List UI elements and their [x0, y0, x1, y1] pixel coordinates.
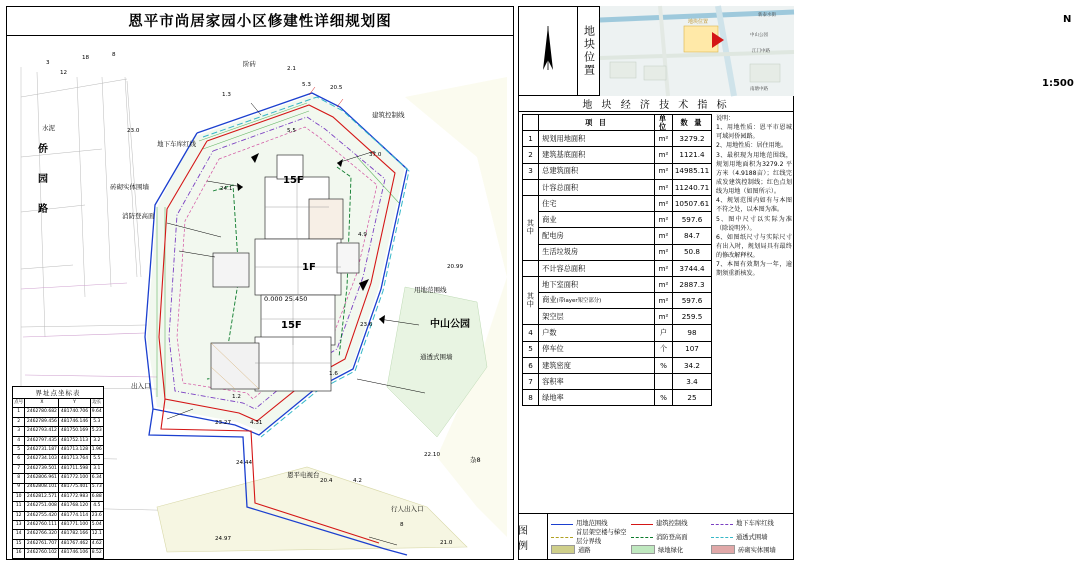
row-unit: m² — [655, 228, 673, 244]
row-unit: m² — [655, 212, 673, 228]
table-row — [523, 179, 712, 195]
note-item: 1、用地性质：恩平市恩城可域河侨园路。 — [716, 124, 792, 141]
coord-cell: 3 — [13, 427, 25, 436]
table-row — [523, 260, 712, 276]
coord-cell: 481713.128 — [59, 445, 90, 454]
dimension-label: 20.99 — [447, 264, 464, 270]
table-row — [523, 293, 712, 309]
coord-row — [13, 530, 104, 539]
coord-cell: 2462797.435 — [25, 436, 59, 445]
coord-row — [13, 455, 104, 464]
map-label: 地下车库红线 — [157, 140, 196, 148]
row-value: 2887.3 — [673, 276, 712, 292]
coord-cell: 13 — [13, 521, 25, 530]
row-index: 4 — [523, 325, 539, 341]
coord-cell: 481752.113 — [59, 436, 90, 445]
coord-cell: 2462734.103 — [25, 455, 59, 464]
coord-col-header: X — [25, 399, 59, 408]
legend-swatch — [631, 537, 653, 538]
row-name: 建筑基底面积 — [539, 147, 655, 163]
coord-cell: 6.34 — [90, 474, 103, 483]
notes-block — [716, 114, 792, 279]
row-name: 建筑密度 — [539, 357, 655, 373]
note-item: 2、用地性质：居住用地。 — [716, 142, 787, 150]
row-unit: m² — [655, 195, 673, 211]
row-name: 户数 — [539, 325, 655, 341]
coord-row — [13, 417, 104, 426]
coord-cell: 481746.146 — [59, 417, 90, 426]
coord-row — [13, 511, 104, 520]
row-unit: m² — [655, 163, 673, 179]
row-name: 总建筑面积 — [539, 163, 655, 179]
row-index: 3 — [523, 163, 539, 179]
coord-cell: 2462812.571 — [25, 492, 59, 501]
note-item: 5、图中尺寸以实际为准（除说明外）。 — [716, 215, 792, 232]
map-label: 砖砌实体围墙 — [110, 183, 149, 191]
row-value: 107 — [673, 341, 712, 357]
dimension-label: 5.3 — [302, 82, 311, 88]
dimension-label: 20.4 — [320, 478, 333, 484]
north-arrow-icon — [518, 6, 578, 96]
coord-row — [13, 445, 104, 454]
coord-cell: 15 — [13, 539, 25, 548]
economic-indicators-table — [522, 114, 712, 504]
coord-cell: 2462766.320 — [25, 530, 59, 539]
table-row — [523, 374, 712, 390]
row-unit: m² — [655, 276, 673, 292]
col-item: 项 目 — [539, 115, 655, 131]
coord-cell: 12 — [13, 511, 25, 520]
coord-cell: 2462760.102 — [25, 549, 59, 558]
legend-item — [711, 545, 791, 554]
table-row — [523, 341, 712, 357]
note-item: 7、本图有效期为一年，逾期须重新核发。 — [716, 261, 792, 278]
row-value: 3744.4 — [673, 260, 712, 276]
svg-text:中山公园: 中山公园 — [750, 33, 768, 38]
north-letter: N — [1063, 14, 1072, 25]
row-value: 597.6 — [673, 293, 712, 309]
coord-cell: 6 — [13, 455, 25, 464]
row-name: 生活垃圾房 — [539, 244, 655, 260]
legend-label-text: 首层架空楼与梯空层分界线 — [576, 529, 627, 545]
coord-cell: 2462760.111 — [25, 521, 59, 530]
legend-item — [551, 518, 631, 527]
row-value: 98 — [673, 325, 712, 341]
dimension-label: 18 — [82, 55, 90, 61]
row-unit: m² — [655, 147, 673, 163]
row-unit: 个 — [655, 341, 673, 357]
row-index: 6 — [523, 357, 539, 373]
map-label: 建筑控制线 — [372, 111, 405, 119]
dimension-label: 24.1 — [220, 186, 233, 192]
row-name: 商业(带layer架空部分) — [539, 293, 655, 309]
map-label: 恩平电视台 — [287, 471, 320, 479]
svg-text:地块位置: 地块位置 — [688, 19, 709, 25]
coord-cell: 481775.401 — [59, 483, 90, 492]
row-index: 2 — [523, 147, 539, 163]
coord-cell: 2462806.961 — [25, 474, 59, 483]
row-unit: m² — [655, 131, 673, 147]
dimension-label: 8 — [400, 522, 404, 528]
row-unit: m² — [655, 293, 673, 309]
coord-row — [13, 492, 104, 501]
coord-cell: 1.96 — [90, 445, 103, 454]
coord-cell: 8.52 — [90, 549, 103, 558]
coord-cell: 2462789.456 — [25, 417, 59, 426]
row-index: 8 — [523, 390, 539, 406]
coord-cell: 481746.106 — [59, 549, 90, 558]
legend-row — [551, 518, 791, 527]
coord-cell: 8 — [13, 474, 25, 483]
legend-swatch — [631, 524, 653, 525]
row-value: 50.8 — [673, 244, 712, 260]
coord-cell: 11 — [13, 502, 25, 511]
table-row — [523, 228, 712, 244]
row-unit: m² — [655, 260, 673, 276]
legend-item — [711, 518, 791, 527]
coord-col-header: Y — [59, 399, 90, 408]
map-label: 杂8 — [470, 456, 481, 464]
coord-cell: 481711.598 — [59, 464, 90, 473]
row-value: 1121.4 — [673, 147, 712, 163]
legend-swatch — [631, 545, 655, 554]
coord-cell: 2462780.682 — [25, 408, 59, 417]
coord-col-header: 边长 — [90, 399, 103, 408]
legend-label-text: 消防登高面 — [656, 533, 688, 541]
legend-item — [631, 518, 711, 527]
row-name: 商业 — [539, 212, 655, 228]
table-row — [523, 212, 712, 228]
row-index: 5 — [523, 341, 539, 357]
dimension-label: 1.6 — [329, 371, 338, 377]
coord-cell: 16 — [13, 549, 25, 558]
map-label: 侨 — [38, 144, 48, 155]
coord-cell: 481750.169 — [59, 427, 90, 436]
notes-title: 说明： — [716, 115, 735, 122]
row-name: 停车位 — [539, 341, 655, 357]
coord-cell: 14 — [13, 530, 25, 539]
coord-row — [13, 436, 104, 445]
row-name: 配电房 — [539, 228, 655, 244]
location-panel-label: 地块位置 — [578, 6, 600, 96]
legend-label-text: 地下车库红线 — [736, 520, 774, 527]
table-row — [523, 147, 712, 163]
note-item: 4、规划范围内如有与本图不符之处，以本图为准。 — [716, 197, 792, 214]
legend-label-text: 绿地绿化 — [658, 547, 684, 554]
coord-cell: 7 — [13, 464, 25, 473]
coord-cell: 481713.764 — [59, 455, 90, 464]
dimension-label: 37.0 — [369, 152, 382, 158]
legend-item — [631, 545, 711, 554]
coord-cell: 1 — [13, 408, 25, 417]
map-label: 0.000 25.450 — [264, 295, 308, 303]
coord-row — [13, 521, 104, 530]
dimension-label: 1.3 — [222, 92, 231, 98]
dimension-label: 21.0 — [440, 540, 453, 546]
row-index: 1 — [523, 131, 539, 147]
row-index — [523, 260, 539, 276]
coord-cell: 12.1 — [90, 530, 103, 539]
map-label: 路 — [38, 204, 48, 215]
dimension-label: 4.2 — [353, 478, 362, 484]
dimension-label: 24.97 — [215, 536, 232, 542]
dimension-label: 4.31 — [250, 420, 263, 426]
legend-swatch — [711, 537, 733, 538]
row-unit: % — [655, 390, 673, 406]
coord-cell: 481772.100 — [59, 474, 90, 483]
row-name: 容积率 — [539, 374, 655, 390]
dimension-label: 5.5 — [287, 128, 296, 134]
coord-cell: 481771.100 — [59, 521, 90, 530]
map-label: 中山公园 — [430, 319, 470, 330]
map-label: 行人出入口 — [391, 505, 424, 513]
legend-label-text: 用地范围线 — [576, 520, 608, 527]
row-value: 259.5 — [673, 309, 712, 325]
row-value: 14985.11 — [673, 163, 712, 179]
legend-swatch — [551, 524, 573, 525]
row-value: 10507.61 — [673, 195, 712, 211]
coord-cell: 4.62 — [90, 539, 103, 548]
coord-cell: 5.23 — [90, 427, 103, 436]
coordinate-table-caption: 界址点坐标表 — [12, 386, 104, 398]
coord-col-header: 点号 — [13, 399, 25, 408]
table-row: 其中 住宅 m² 10507.61 — [523, 195, 712, 211]
coord-cell: 9 — [13, 483, 25, 492]
coord-cell: 2462739.501 — [25, 464, 59, 473]
coord-row — [13, 549, 104, 558]
coord-cell: 5.5 — [90, 455, 103, 464]
dimension-label: 2.1 — [287, 66, 296, 72]
coord-cell: 9.64 — [90, 408, 103, 417]
note-item: 3、最积现为用地范围线，规划用地面积为3279.2 平方米（4.9188亩）；红线完成发建筑控制线；红色点划线为用地（如图所示）。 — [716, 151, 792, 196]
table-row — [523, 163, 712, 179]
dimension-label: 24.44 — [236, 460, 253, 466]
map-label: 水泥 — [42, 124, 55, 132]
coord-row — [13, 464, 104, 473]
row-name: 绿地率 — [539, 390, 655, 406]
location-key-map — [600, 6, 794, 96]
dimension-label: 3 — [46, 60, 50, 66]
table-row — [523, 309, 712, 325]
coord-cell: 481774.114 — [59, 511, 90, 520]
coord-cell: 2462793.412 — [25, 427, 59, 436]
coord-cell: 2462751.008 — [25, 502, 59, 511]
row-value: 11240.71 — [673, 179, 712, 195]
map-label: 用地范围线 — [414, 286, 447, 294]
row-name: 住宅 — [539, 195, 655, 211]
row-name: 地下室面积 — [539, 276, 655, 292]
table-row — [523, 244, 712, 260]
legend-label-text: 通透式围墙 — [736, 533, 768, 541]
legend-label-text: 砖砌实体围墙 — [738, 547, 776, 554]
row-unit: m² — [655, 179, 673, 195]
legend-item — [631, 527, 711, 545]
map-label: 1F — [302, 262, 316, 273]
legend-label-text: 道路 — [578, 547, 591, 554]
row-name: 架空层 — [539, 309, 655, 325]
coord-cell: 2 — [13, 417, 25, 426]
legend-swatch — [551, 545, 575, 554]
table-row — [523, 325, 712, 341]
row-value: 597.6 — [673, 212, 712, 228]
svg-text:南塘中路: 南塘中路 — [750, 87, 768, 92]
row-name: 规划用地面积 — [539, 131, 655, 147]
col-unit: 单位 — [655, 115, 673, 131]
map-label: 通透式围墙 — [420, 353, 453, 361]
coord-cell: 5 — [13, 445, 25, 454]
table-row — [523, 390, 712, 406]
map-label: 15F — [281, 320, 302, 331]
legend-row — [551, 545, 791, 554]
row-unit: m² — [655, 244, 673, 260]
coord-cell: 481772.983 — [59, 492, 90, 501]
coord-cell: 4.5 — [90, 502, 103, 511]
legend-swatch — [551, 537, 573, 538]
row-value: 34.2 — [673, 357, 712, 373]
dimension-label: 23.27 — [215, 420, 232, 426]
legend-item — [711, 527, 791, 545]
coord-row — [13, 539, 104, 548]
row-value: 3.4 — [673, 374, 712, 390]
dimension-label: 1.2 — [232, 394, 241, 400]
dimension-label: 4.9 — [358, 232, 367, 238]
svg-text:江门中路: 江门中路 — [752, 49, 770, 54]
map-label: 阶砖 — [243, 60, 256, 68]
table-row — [523, 131, 712, 147]
coord-row — [13, 427, 104, 436]
coord-cell: 5.3 — [90, 417, 103, 426]
row-value: 25 — [673, 390, 712, 406]
economic-indicators-title: 地 块 经 济 技 术 指 标 — [518, 96, 794, 112]
coord-row — [13, 408, 104, 417]
dimension-label: 23.6 — [360, 322, 373, 328]
row-unit — [655, 374, 673, 390]
map-label: 消防登高面 — [122, 212, 155, 220]
row-unit: 户 — [655, 325, 673, 341]
coord-cell: 2462761.707 — [25, 539, 59, 548]
table-row — [523, 357, 712, 373]
coord-row — [13, 483, 104, 492]
table-row: 其中 地下室面积 m² 2887.3 — [523, 276, 712, 292]
map-label: 园 — [38, 174, 48, 185]
coord-cell: 10 — [13, 492, 25, 501]
coord-cell: 481767.462 — [59, 539, 90, 548]
row-name: 不计容总面积 — [539, 260, 655, 276]
note-item: 6、如图纸尺寸与实际尺寸有出入时，规划局具有最终的修改解释权。 — [716, 233, 792, 260]
coord-row — [13, 502, 104, 511]
legend-row — [551, 527, 791, 545]
dimension-label: 12 — [60, 70, 68, 76]
row-value: 3279.2 — [673, 131, 712, 147]
coord-cell: 5.73 — [90, 483, 103, 492]
row-unit: % — [655, 357, 673, 373]
dimension-label: 23.0 — [127, 128, 140, 134]
dimension-label: 22.10 — [424, 452, 441, 458]
coord-cell: 481768.120 — [59, 502, 90, 511]
legend-item — [551, 545, 631, 554]
scale-label: 1:500 — [1042, 78, 1074, 89]
legend-label-text: 建筑控制线 — [656, 520, 688, 527]
coord-cell: 4 — [13, 436, 25, 445]
coord-cell: 5.04 — [90, 521, 103, 530]
drawing-title-bar — [6, 6, 514, 36]
coord-cell: 481740.706 — [59, 408, 90, 417]
coord-cell: 2462755.420 — [25, 511, 59, 520]
location-key-map-svg — [600, 6, 794, 96]
coord-cell: 23.6 — [90, 511, 103, 520]
coord-cell: 2462808.101 — [25, 483, 59, 492]
coord-row — [13, 474, 104, 483]
legend-swatch — [711, 524, 733, 525]
dimension-label: 8 — [112, 52, 116, 58]
legend-swatch — [711, 545, 735, 554]
map-label: 15F — [283, 175, 304, 186]
row-name: 计容总面积 — [539, 179, 655, 195]
table-header-row — [523, 115, 712, 131]
row-value: 84.7 — [673, 228, 712, 244]
svg-text:新泰水街: 新泰水街 — [758, 13, 776, 18]
row-index: 7 — [523, 374, 539, 390]
page-title: 恩平市尚居家园小区修建性详细规划图 — [128, 14, 392, 30]
coord-cell: 3.1 — [90, 464, 103, 473]
coord-cell: 3.2 — [90, 436, 103, 445]
row-index — [523, 179, 539, 195]
coord-cell: 6.88 — [90, 492, 103, 501]
coord-cell: 2462731.187 — [25, 445, 59, 454]
col-value: 数 量 — [673, 115, 712, 131]
coordinate-table — [12, 386, 104, 559]
row-unit: m² — [655, 309, 673, 325]
coord-cell: 481782.166 — [59, 530, 90, 539]
legend-box — [548, 513, 794, 559]
map-label: 出入口 — [131, 382, 151, 390]
dimension-label: 20.5 — [330, 85, 343, 91]
legend-label: 图 例 — [518, 513, 548, 559]
legend-item — [551, 527, 631, 545]
